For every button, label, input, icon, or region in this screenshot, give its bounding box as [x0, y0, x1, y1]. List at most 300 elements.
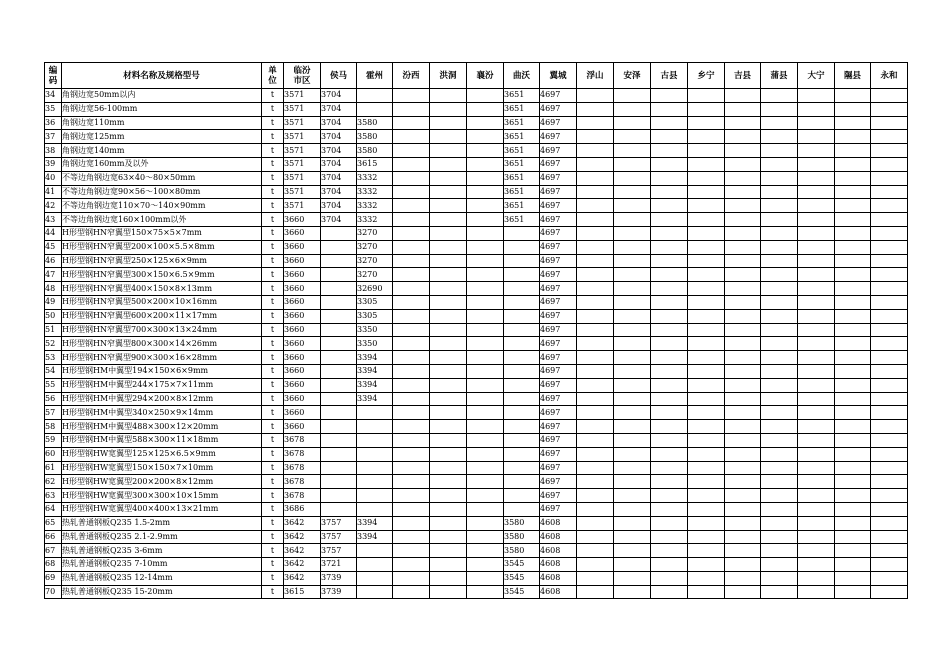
price-cell [357, 585, 393, 599]
price-cell [651, 406, 688, 420]
price-cell [725, 530, 761, 544]
unit-cell: t [262, 199, 284, 213]
price-cell: 3571 [284, 102, 321, 116]
price-cell [321, 364, 357, 378]
price-cell [504, 475, 540, 489]
price-cell [651, 433, 688, 447]
price-cell [761, 323, 798, 337]
row-code: 44 [45, 226, 62, 240]
price-cell [871, 544, 908, 558]
price-cell [798, 89, 835, 103]
unit-cell: t [262, 144, 284, 158]
unit-cell: t [262, 226, 284, 240]
price-cell [430, 240, 467, 254]
price-cell [467, 157, 504, 171]
unit-cell: t [262, 309, 284, 323]
price-cell [798, 502, 835, 516]
price-cell: 3678 [284, 447, 321, 461]
price-cell [835, 351, 871, 365]
price-cell [467, 185, 504, 199]
price-cell [798, 420, 835, 434]
material-name: H形型钢HM中翼型194×150×6×9mm [62, 364, 262, 378]
price-cell [651, 89, 688, 103]
price-cell [614, 282, 651, 296]
price-cell [614, 102, 651, 116]
price-cell: 3350 [357, 337, 393, 351]
price-cell: 4697 [540, 282, 577, 296]
unit-cell: t [262, 571, 284, 585]
price-cell [761, 516, 798, 530]
price-cell [835, 282, 871, 296]
row-code: 45 [45, 240, 62, 254]
price-cell [577, 392, 614, 406]
column-header: 浮山 [577, 63, 614, 89]
table-row [45, 254, 908, 268]
price-cell [393, 406, 430, 420]
price-cell [614, 240, 651, 254]
price-cell: 3660 [284, 213, 321, 227]
price-cell [761, 351, 798, 365]
price-cell [798, 199, 835, 213]
price-cell [577, 171, 614, 185]
price-cell [835, 420, 871, 434]
price-cell [357, 447, 393, 461]
table-row [45, 544, 908, 558]
price-cell [871, 502, 908, 516]
price-cell [725, 309, 761, 323]
price-cell [871, 406, 908, 420]
table-row [45, 240, 908, 254]
material-name: H形型钢HM中翼型488×300×12×20mm [62, 420, 262, 434]
table-row [45, 447, 908, 461]
price-cell [504, 309, 540, 323]
material-name: 角钢边宽110mm [62, 116, 262, 130]
price-cell [725, 199, 761, 213]
price-cell [798, 226, 835, 240]
price-cell [430, 295, 467, 309]
unit-cell: t [262, 516, 284, 530]
material-name: 热轧普通钢板Q235 15-20mm [62, 585, 262, 599]
price-cell [761, 199, 798, 213]
price-cell [688, 461, 725, 475]
price-cell [577, 351, 614, 365]
price-cell [393, 213, 430, 227]
price-cell [651, 171, 688, 185]
price-cell: 3739 [321, 585, 357, 599]
price-cell [577, 213, 614, 227]
price-cell: 3642 [284, 530, 321, 544]
price-cell [835, 502, 871, 516]
price-cell: 3660 [284, 282, 321, 296]
price-cell [577, 378, 614, 392]
price-cell [430, 571, 467, 585]
price-cell [871, 199, 908, 213]
price-cell [798, 378, 835, 392]
price-cell [393, 364, 430, 378]
price-cell [835, 475, 871, 489]
price-cell [614, 199, 651, 213]
price-cell: 3739 [321, 571, 357, 585]
price-cell [651, 130, 688, 144]
price-cell: 3704 [321, 157, 357, 171]
price-cell [725, 406, 761, 420]
price-cell [761, 130, 798, 144]
price-cell [725, 268, 761, 282]
price-cell [871, 157, 908, 171]
price-cell [835, 406, 871, 420]
price-cell [725, 364, 761, 378]
price-cell [651, 102, 688, 116]
price-cell [504, 392, 540, 406]
price-cell [761, 571, 798, 585]
price-cell [688, 240, 725, 254]
price-cell [357, 558, 393, 572]
price-cell: 4697 [540, 130, 577, 144]
price-cell [798, 364, 835, 378]
price-cell: 3580 [504, 530, 540, 544]
price-cell [651, 502, 688, 516]
unit-cell: t [262, 157, 284, 171]
price-cell [321, 240, 357, 254]
price-cell: 3651 [504, 171, 540, 185]
row-code: 36 [45, 116, 62, 130]
price-cell [688, 447, 725, 461]
price-cell [725, 89, 761, 103]
price-cell [761, 406, 798, 420]
unit-cell: t [262, 558, 284, 572]
price-cell [467, 571, 504, 585]
price-cell [577, 323, 614, 337]
price-cell [688, 282, 725, 296]
price-cell [651, 571, 688, 585]
unit-cell: t [262, 213, 284, 227]
price-cell [504, 268, 540, 282]
price-cell [614, 420, 651, 434]
unit-cell: t [262, 254, 284, 268]
price-cell [393, 323, 430, 337]
row-code: 53 [45, 351, 62, 365]
material-name: H形型钢HW宽翼型125×125×6.5×9mm [62, 447, 262, 461]
price-cell [321, 392, 357, 406]
price-cell [761, 171, 798, 185]
row-code: 47 [45, 268, 62, 282]
price-cell [467, 502, 504, 516]
column-header: 襄汾 [467, 63, 504, 89]
price-cell [871, 282, 908, 296]
price-cell [430, 378, 467, 392]
price-cell [688, 213, 725, 227]
price-cell [871, 489, 908, 503]
price-cell [614, 447, 651, 461]
price-cell [430, 461, 467, 475]
price-cell [577, 571, 614, 585]
price-cell [614, 530, 651, 544]
price-cell [504, 433, 540, 447]
price-cell [577, 364, 614, 378]
price-cell [725, 282, 761, 296]
price-cell [798, 337, 835, 351]
price-cell [688, 323, 725, 337]
price-cell [835, 226, 871, 240]
material-name: H形型钢HM中翼型588×300×11×18mm [62, 433, 262, 447]
price-cell [835, 378, 871, 392]
price-cell [725, 475, 761, 489]
price-cell [614, 433, 651, 447]
price-cell [798, 157, 835, 171]
price-cell: 3678 [284, 475, 321, 489]
price-cell [393, 102, 430, 116]
price-cell [835, 240, 871, 254]
price-cell [798, 130, 835, 144]
price-cell [614, 213, 651, 227]
row-code: 62 [45, 475, 62, 489]
price-cell [357, 89, 393, 103]
price-cell [761, 89, 798, 103]
row-code: 39 [45, 157, 62, 171]
price-cell [835, 489, 871, 503]
price-cell [321, 406, 357, 420]
price-cell [871, 89, 908, 103]
price-cell [651, 323, 688, 337]
price-cell [688, 309, 725, 323]
price-cell: 3704 [321, 144, 357, 158]
price-cell [651, 240, 688, 254]
table-row [45, 309, 908, 323]
price-cell: 3704 [321, 199, 357, 213]
price-cell: 3651 [504, 130, 540, 144]
price-cell [835, 268, 871, 282]
price-cell [614, 337, 651, 351]
price-cell [688, 254, 725, 268]
unit-cell: t [262, 502, 284, 516]
price-cell [321, 489, 357, 503]
price-cell [467, 544, 504, 558]
price-cell [504, 489, 540, 503]
price-cell [321, 378, 357, 392]
price-cell: 3394 [357, 392, 393, 406]
unit-cell: t [262, 171, 284, 185]
price-cell [651, 544, 688, 558]
price-cell [688, 130, 725, 144]
price-cell [688, 185, 725, 199]
price-cell [614, 268, 651, 282]
price-cell [725, 447, 761, 461]
material-name: H形型钢HN窄翼型900×300×16×28mm [62, 351, 262, 365]
price-cell [467, 433, 504, 447]
price-cell [725, 433, 761, 447]
price-cell [577, 475, 614, 489]
price-cell: 3660 [284, 392, 321, 406]
price-cell [871, 295, 908, 309]
price-cell [393, 447, 430, 461]
price-cell [357, 489, 393, 503]
price-cell: 3571 [284, 171, 321, 185]
price-cell: 3651 [504, 89, 540, 103]
price-cell: 3580 [504, 544, 540, 558]
price-cell [614, 378, 651, 392]
price-cell [614, 116, 651, 130]
price-cell [688, 378, 725, 392]
price-cell [871, 130, 908, 144]
price-cell [577, 157, 614, 171]
price-cell [393, 558, 430, 572]
price-cell [725, 130, 761, 144]
table-row [45, 268, 908, 282]
price-cell [467, 337, 504, 351]
column-header: 临汾 市区 [284, 63, 321, 89]
price-cell [504, 337, 540, 351]
price-cell [871, 461, 908, 475]
table-row [45, 406, 908, 420]
price-cell: 3678 [284, 489, 321, 503]
price-cell [688, 157, 725, 171]
price-cell [357, 102, 393, 116]
price-cell: 4697 [540, 89, 577, 103]
price-cell [504, 502, 540, 516]
price-cell [725, 351, 761, 365]
unit-cell: t [262, 378, 284, 392]
price-cell [835, 130, 871, 144]
price-cell [577, 544, 614, 558]
price-cell [430, 420, 467, 434]
unit-cell: t [262, 420, 284, 434]
price-cell [651, 558, 688, 572]
price-cell [761, 309, 798, 323]
price-cell [725, 323, 761, 337]
price-cell [688, 102, 725, 116]
price-cell [393, 282, 430, 296]
row-code: 66 [45, 530, 62, 544]
price-cell [504, 447, 540, 461]
price-cell [467, 268, 504, 282]
price-cell: 3615 [357, 157, 393, 171]
price-cell [871, 392, 908, 406]
price-cell [577, 558, 614, 572]
column-header: 洪洞 [430, 63, 467, 89]
price-cell [614, 226, 651, 240]
price-cell [798, 295, 835, 309]
price-cell [761, 364, 798, 378]
price-cell [430, 558, 467, 572]
price-cell [688, 392, 725, 406]
row-code: 68 [45, 558, 62, 572]
price-cell [393, 185, 430, 199]
price-cell: 4608 [540, 558, 577, 572]
price-cell [761, 392, 798, 406]
price-cell [835, 530, 871, 544]
price-cell [321, 461, 357, 475]
price-cell [467, 406, 504, 420]
price-cell [761, 157, 798, 171]
price-cell: 3394 [357, 351, 393, 365]
price-cell: 3332 [357, 199, 393, 213]
row-code: 57 [45, 406, 62, 420]
price-cell [798, 102, 835, 116]
table-row [45, 502, 908, 516]
row-code: 40 [45, 171, 62, 185]
row-code: 41 [45, 185, 62, 199]
row-code: 60 [45, 447, 62, 461]
price-cell [725, 102, 761, 116]
price-cell: 3394 [357, 530, 393, 544]
price-cell [798, 392, 835, 406]
price-cell: 4697 [540, 502, 577, 516]
price-cell: 3651 [504, 185, 540, 199]
price-cell [467, 130, 504, 144]
table-row [45, 102, 908, 116]
row-code: 56 [45, 392, 62, 406]
price-cell [504, 282, 540, 296]
price-cell [688, 433, 725, 447]
price-cell [504, 461, 540, 475]
price-cell: 3704 [321, 102, 357, 116]
price-cell: 4608 [540, 516, 577, 530]
price-cell: 3660 [284, 226, 321, 240]
price-cell [467, 585, 504, 599]
price-cell [871, 213, 908, 227]
price-cell: 3642 [284, 544, 321, 558]
price-cell [798, 516, 835, 530]
price-cell [871, 116, 908, 130]
price-cell [651, 144, 688, 158]
unit-cell: t [262, 89, 284, 103]
price-cell [871, 447, 908, 461]
price-cell [614, 544, 651, 558]
row-code: 42 [45, 199, 62, 213]
table-row [45, 364, 908, 378]
price-cell: 3660 [284, 420, 321, 434]
table-row [45, 226, 908, 240]
price-cell [504, 254, 540, 268]
material-name: 角钢边宽125mm [62, 130, 262, 144]
price-cell: 3305 [357, 295, 393, 309]
price-cell [430, 213, 467, 227]
price-cell [467, 530, 504, 544]
price-cell [430, 502, 467, 516]
price-cell [798, 213, 835, 227]
table-row [45, 199, 908, 213]
price-cell [725, 558, 761, 572]
price-cell [430, 157, 467, 171]
table-row [45, 144, 908, 158]
price-cell: 3704 [321, 213, 357, 227]
price-cell [577, 530, 614, 544]
unit-cell: t [262, 116, 284, 130]
price-cell: 4697 [540, 364, 577, 378]
price-cell [798, 447, 835, 461]
price-cell [688, 199, 725, 213]
column-header: 隰县 [835, 63, 871, 89]
material-name: 热轧普通钢板Q235 2.1-2.9mm [62, 530, 262, 544]
price-cell [761, 226, 798, 240]
price-cell: 4697 [540, 144, 577, 158]
column-header: 永和 [871, 63, 908, 89]
row-code: 64 [45, 502, 62, 516]
price-cell [871, 433, 908, 447]
price-cell [467, 489, 504, 503]
price-cell [430, 337, 467, 351]
price-cell [614, 351, 651, 365]
material-name: H形型钢HN窄翼型250×125×6×9mm [62, 254, 262, 268]
price-cell [467, 475, 504, 489]
material-name: 热轧普通钢板Q235 3-6mm [62, 544, 262, 558]
price-cell [321, 433, 357, 447]
price-cell [393, 571, 430, 585]
material-name: H形型钢HN窄翼型600×200×11×17mm [62, 309, 262, 323]
price-cell: 3651 [504, 199, 540, 213]
price-cell [614, 364, 651, 378]
table-row [45, 530, 908, 544]
